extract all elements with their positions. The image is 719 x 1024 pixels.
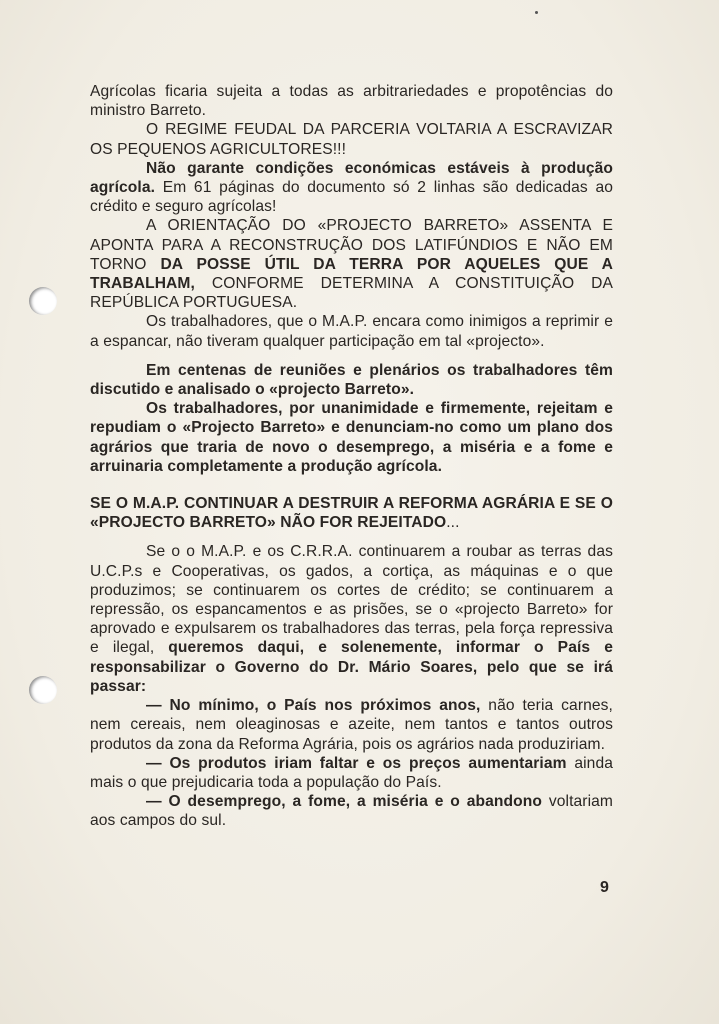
- bullet-no-production: [90, 696, 613, 754]
- bullet-bold: — No mínimo, o País nos próximos anos,: [146, 697, 481, 715]
- paragraph-text: CONFORME DETERMINA A CONSTITUIÇÃO DA REPÚBLICA PORTUGUESA.: [90, 275, 613, 312]
- page-number: 9: [600, 879, 609, 896]
- paragraph-workers-repression: Os trabalhadores, que o M.A.P. encara como inimigos a reprimir e a espancar, não tiveram qualquer participação em tal «projecto».: [90, 313, 613, 350]
- paragraph-text: A ORIENTAÇÃO DO «PROJECTO BARRETO» ASSENTA E APONTA PARA A RECONSTRUÇÃO DOS LATIFÚNDIOS E NÃO EM TORNO: [90, 217, 613, 273]
- bullet-bold: — Os produtos iriam faltar e os preços aumentariam: [146, 754, 567, 772]
- ink-speck: [535, 11, 538, 14]
- punch-hole-top: [29, 287, 57, 315]
- paragraph-rejection: Os trabalhadores, por unanimidade e firmemente, rejeitam e repudiam o «Projecto Barreto» e denunciam-no como um plano dos agrários que traria de novo o desemprego, a miséria e a fome e arruinaria completamente a produção agrícola.: [90, 400, 613, 475]
- body-text: [90, 82, 613, 831]
- section-heading: [90, 494, 613, 532]
- bullet-prices: [90, 754, 613, 792]
- paragraph-feudal-regime: O REGIME FEUDAL DA PARCERIA VOLTARIA A ESCRAVIZAR OS PEQUENOS AGRICULTORES!!!: [90, 121, 613, 158]
- bullet-bold: — O desemprego, a fome, a miséria e o abandono: [146, 793, 543, 811]
- bullet-unemployment: [90, 792, 613, 830]
- paragraph-meetings: Em centenas de reuniões e plenários os trabalhadores têm discutido e analisado o «projecto Barreto».: [90, 361, 613, 399]
- bold-statement: DA POSSE ÚTIL DA TERRA POR AQUELES QUE A TRABALHAM,: [90, 255, 613, 293]
- paragraph-orientation: [90, 216, 613, 312]
- paragraph-text: Se o o M.A.P. e os C.R.R.A. continuarem a roubar as terras das U.C.P.s e Cooperativas, os gados, a cortiça, as máquinas e o que produzimos; se continuarem os cortes de crédito; se continuarem a repressão, os espancamentos e as prisões, se o «projecto Barreto» for aprovado e expulsarem os trabalhadores das terras, pela força repressiva e ilegal,: [90, 543, 613, 657]
- heading-ellipsis: ...: [446, 514, 460, 532]
- bold-statement: Não garante condições económicas estáveis à produção agrícola.: [90, 159, 613, 197]
- bullet-text: ainda mais o que prejudicaria toda a população do País.: [90, 754, 613, 791]
- bullet-text: voltariam aos campos do sul.: [90, 793, 614, 830]
- paragraph-if-continue: [90, 542, 613, 696]
- heading-text: SE O M.A.P. CONTINUAR A DESTRUIR A REFORMA AGRÁRIA E SE O «PROJECTO BARRETO» NÃO FOR REJEITADO: [90, 495, 613, 532]
- bullet-text: não teria carnes, nem cereais, nem oleaginosas e azeite, nem tantos e tantos outros produtos da zona da Reforma Agrária, pois os agrários nada produziriam.: [90, 697, 613, 753]
- paragraph-text: Em 61 páginas do documento só 2 linhas são dedicadas ao crédito e seguro agrícolas!: [90, 179, 613, 216]
- punch-hole-bottom: [29, 676, 57, 704]
- bold-statement: queremos daqui, e solenemente, informar o País e responsabilizar o Governo do Dr. Mário Soares, pelo que se irá passar:: [90, 639, 613, 695]
- paragraph-1: Agrícolas ficaria sujeita a todas as arbitrariedades e propotências do ministro Barreto.: [90, 83, 613, 120]
- paragraph-economic-conditions: [90, 159, 613, 217]
